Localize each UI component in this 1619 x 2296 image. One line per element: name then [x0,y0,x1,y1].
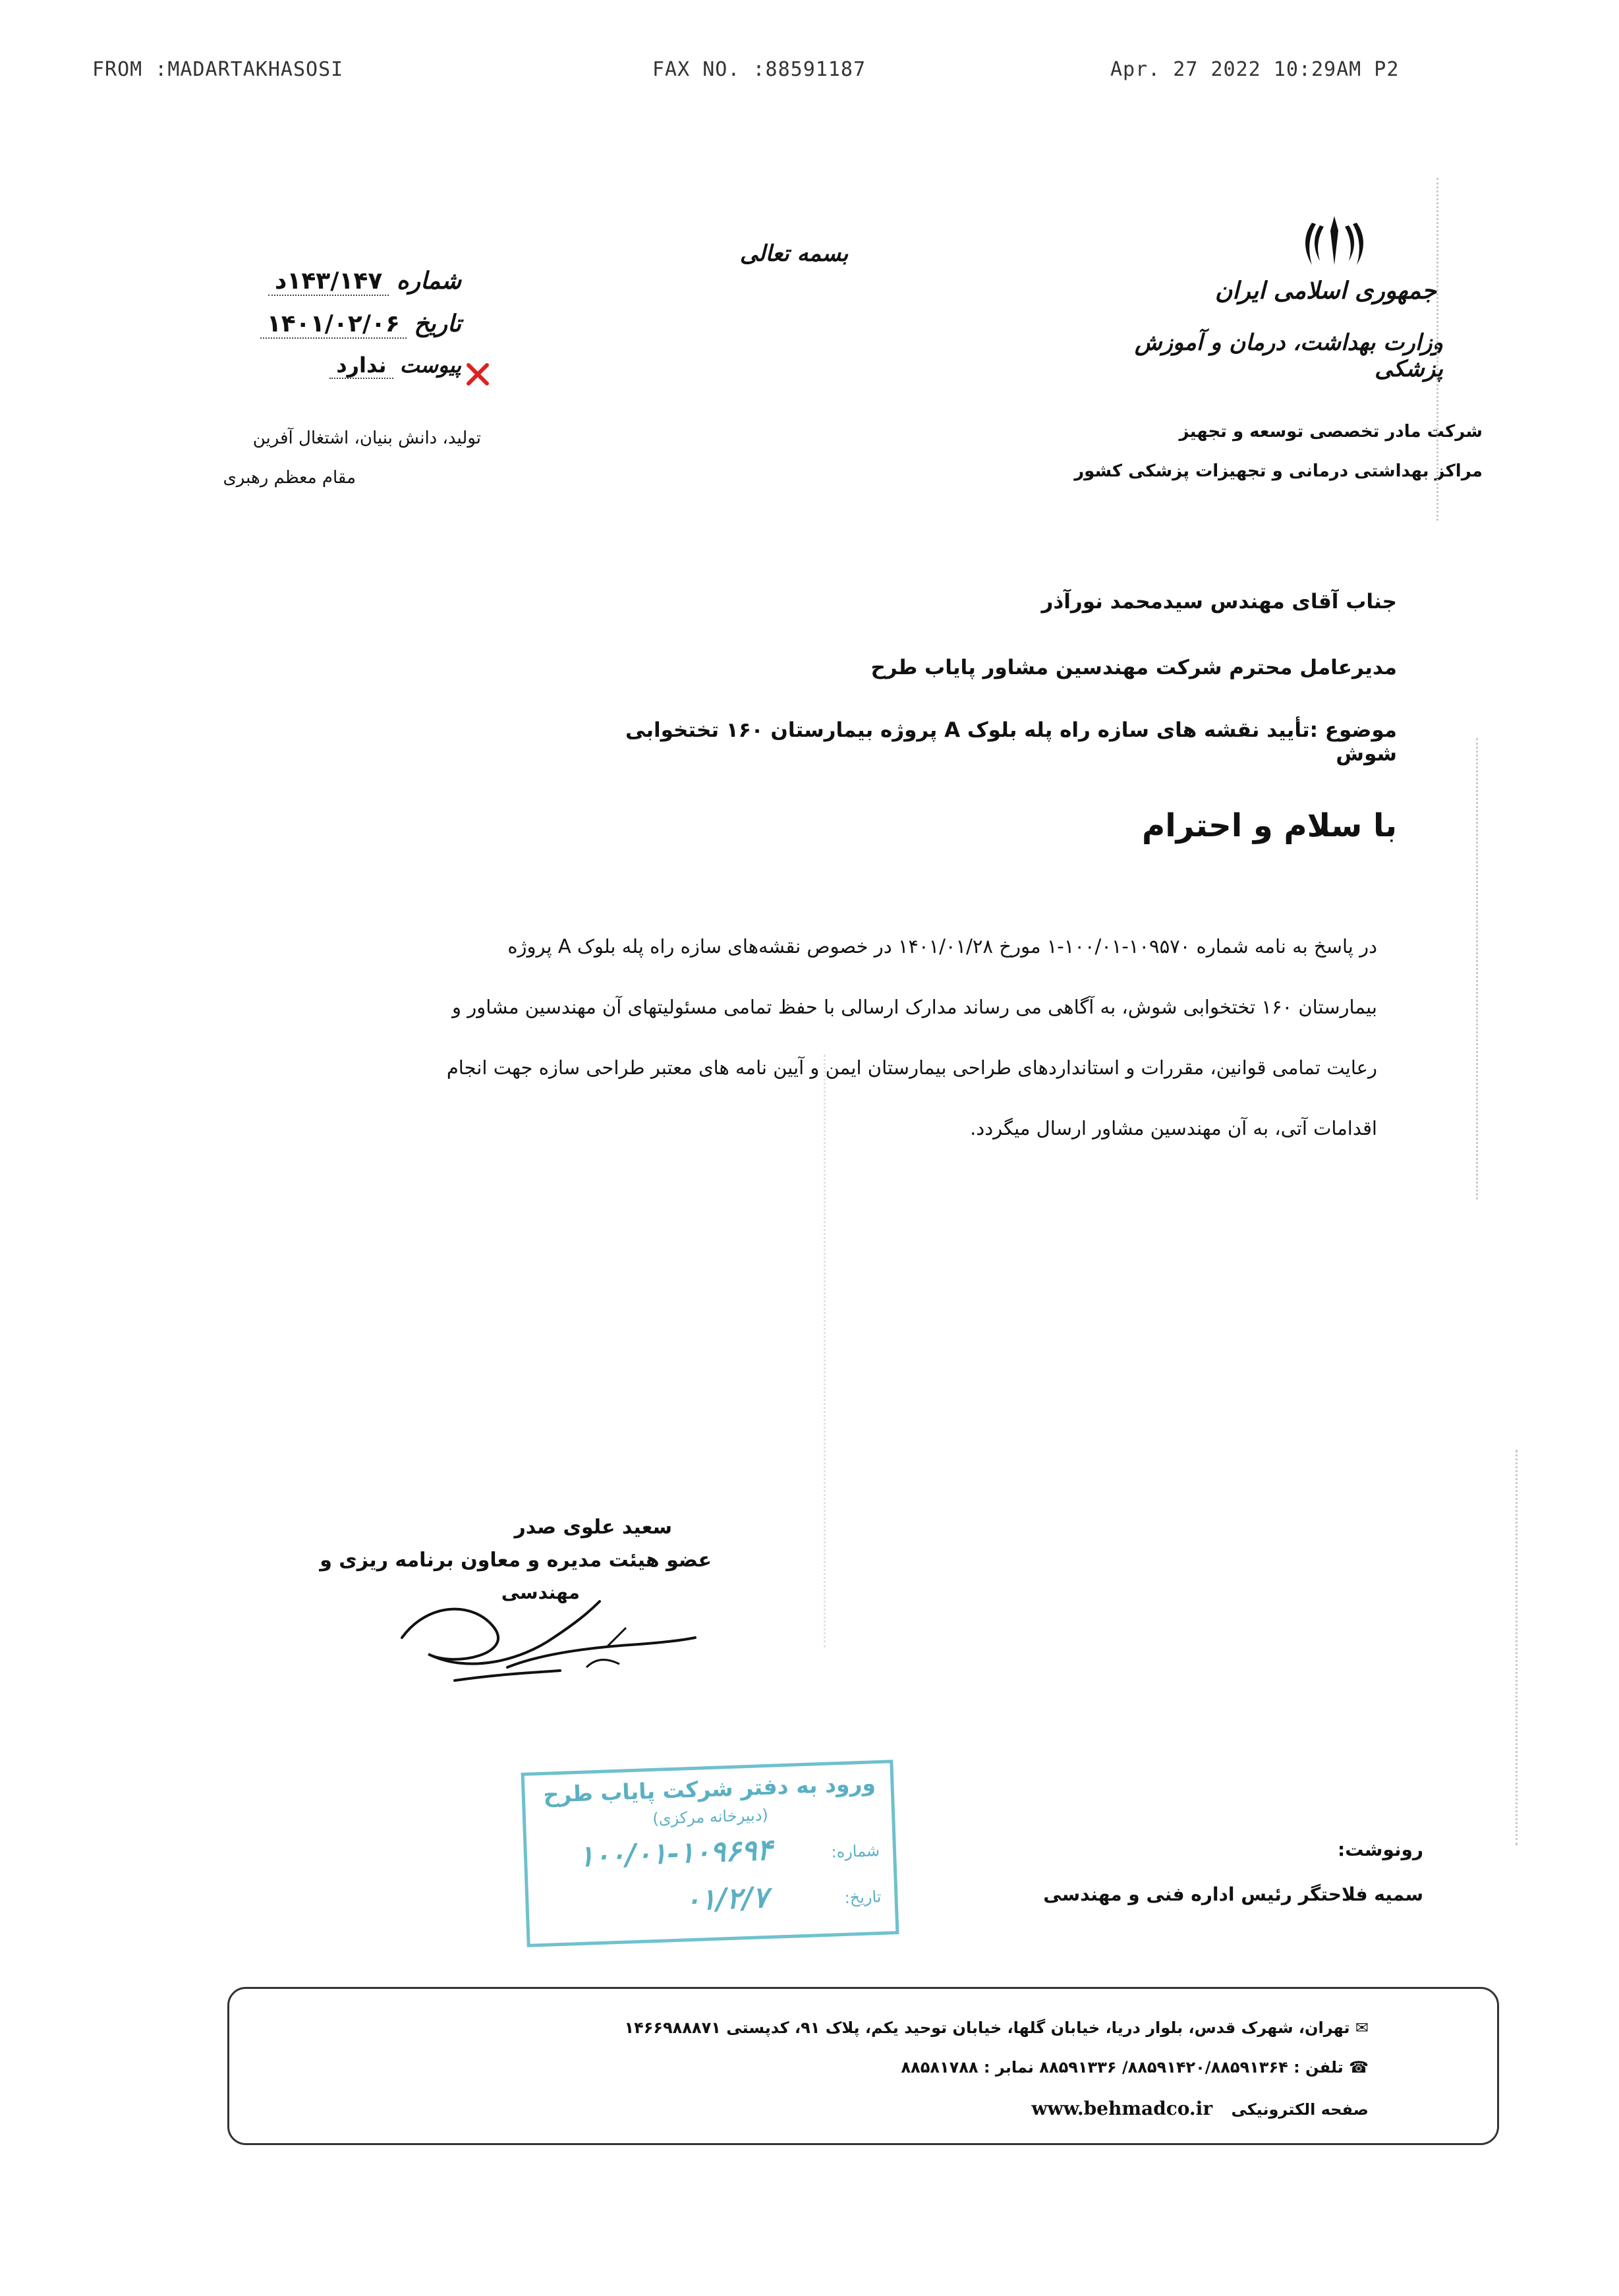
letterhead-ministry: وزارت بهداشت، درمان و آموزش پزشکی [1135,330,1443,382]
slogan-attribution: مقام معظم رهبری [223,468,356,488]
footer-website-link[interactable]: www.behmadco.ir [1031,2098,1213,2119]
body-line: رعایت تمامی قوانین، مقررات و استانداردهای طراحی بیمارستان ایمن و آیین نامه های معتبر طراحی سازه جهت انجام [446,1056,1377,1079]
body-line: اقدامات آتی، به آن مهندسین مشاور ارسال میگردد. [970,1117,1377,1139]
iran-emblem-icon [1295,211,1374,270]
signatory-title-line2: مهندسی [501,1582,580,1603]
letterhead-republic: جمهوری اسلامی ایران [1214,277,1436,304]
stamp-number-label: شماره: [831,1841,880,1862]
company-name-line1: شرکت مادر تخصصی توسعه و تجهیز [1179,422,1483,442]
footer-website-label: صفحه الکترونیکی [1231,2100,1369,2119]
body-paragraph [264,916,1377,1159]
letter-number-value: ۱۴۳/۱۴۷د [268,268,389,296]
footer-contact-box [227,1987,1499,2145]
cc-recipient: سمیه فلاحتگر رئیس اداره فنی و مهندسی [1043,1883,1423,1905]
fax-from: FROM :MADARTAKHASOSI [92,58,344,81]
invocation: بسمه تعالی [739,241,849,267]
signatory-title-line1: عضو هیئت مدیره و معاون برنامه ریزی و [320,1549,712,1572]
phone-icon: ☎ [1343,2058,1369,2077]
stamp-date-label: تاریخ: [844,1887,882,1907]
fax-date-page: Apr. 27 2022 10:29AM P2 [1110,58,1400,81]
scan-noise [1476,738,1478,1199]
letter-attachment-label: پیوست [399,353,461,378]
addressee-name: جناب آقای مهندس سیدمحمد نورآذر [1041,590,1397,614]
addressee-title: مدیرعامل محترم شرکت مهندسین مشاور پایاب طرح [870,656,1397,679]
fax-number: FAX NO. :88591187 [652,58,866,81]
letter-attachment-row [237,353,461,378]
x-mark-icon [465,361,491,387]
scan-noise [1516,1450,1518,1845]
stamp-date-value: ۰۱/۲/۷ [684,1880,769,1918]
stamp-subtitle: (دبیرخانه مرکزی) [652,1805,769,1828]
footer-website-row [710,2098,1369,2119]
body-line: بیمارستان ۱۶۰ تختخوابی شوش، به آگاهی می رساند مدارک ارسالی با حفظ تمامی مسئولیتهای آن مهندسین مشاور و [452,996,1377,1018]
body-line: در پاسخ به نامه شماره ۱۰۹۵۷۰-۱۰۰/۰۱-۱ مورخ ۱۴۰۱/۰۱/۲۸ در خصوص نقشه‌های سازه راه پله بلوک A پروژه [507,935,1377,958]
letter-date-row [237,310,461,337]
scan-noise [824,1054,826,1648]
footer-address [446,2019,1369,2037]
received-stamp [521,1760,899,1947]
signatory-name: سعید علوی صدر [514,1516,672,1539]
envelope-icon: ✉ [1349,2019,1369,2037]
stamp-title: ورود به دفتر شرکت پایاب طرح [542,1770,876,1808]
slogan-text: تولید، دانش بنیان، اشتغال آفرین [252,428,481,448]
letter-number-label: شماره [396,267,461,295]
stamp-number-value: ۱۰۰/۰۱-۱۰۹۶۹۴ [578,1833,773,1874]
footer-address-text: تهران، شهرک قدس، بلوار دریا، خیابان گلها، خیابان توحید یکم، پلاک ۹۱، کدپستی ۱۴۶۶۹۸۸۸۷۱ [624,2019,1350,2037]
greeting: با سلام و احترام [1142,807,1397,844]
company-name-line2: مراکز بهداشتی درمانی و تجهیزات پزشکی کشور [1074,461,1483,481]
footer-phones-text: تلفن : ۸۸۵۹۱۴۲۰/۸۸۵۹۱۳۶۴/ ۸۸۵۹۱۳۳۶ نمابر : ۸۸۵۸۱۷۸۸ [901,2058,1344,2077]
letter-date-label: تاریخ [414,310,461,337]
cc-label: رونوشت: [1338,1839,1423,1860]
handwritten-signature [389,1575,698,1687]
letter-subject: موضوع :تأیید نقشه های سازه راه پله بلوک A پروژه بیمارستان ۱۶۰ تختخوابی شوش [625,718,1397,766]
letter-date-value: ۱۴۰۱/۰۲/۰۶ [260,310,407,339]
scan-noise [1436,178,1438,521]
letter-number-row [250,267,461,295]
letter-attachment-value: ندارد [329,353,393,379]
footer-phones [446,2058,1369,2077]
